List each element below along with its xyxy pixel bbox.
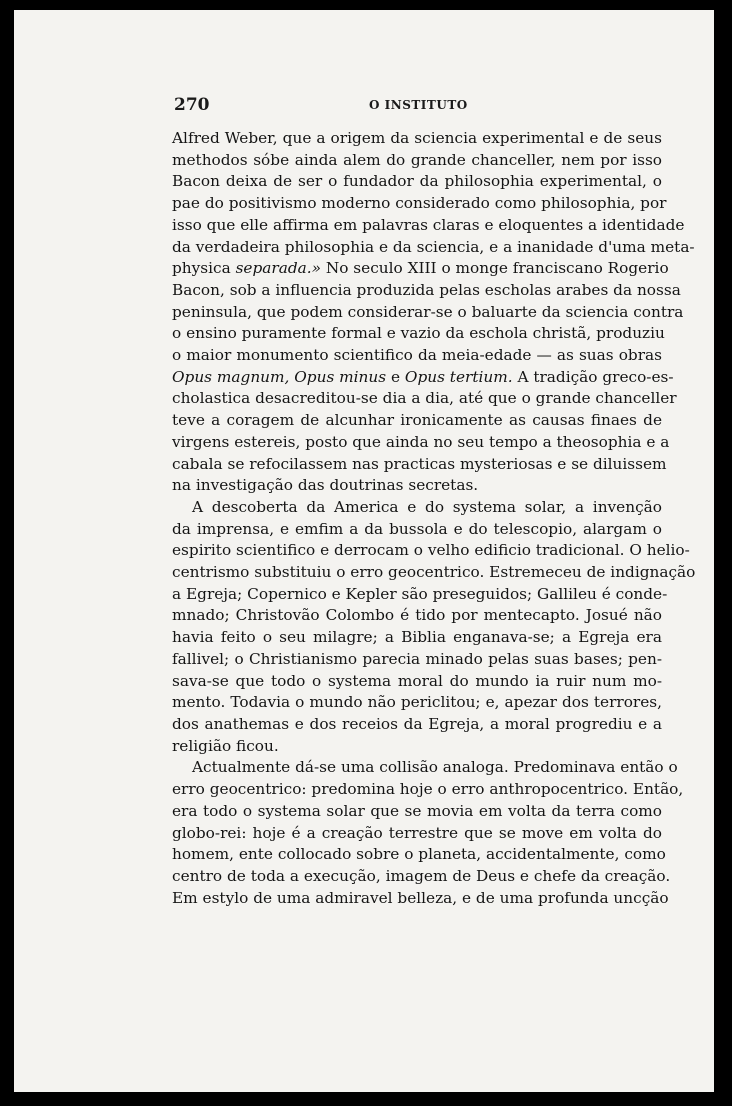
text-line: a Egreja; Copernico e Kepler são preseguidos; Gallileu é conde- — [172, 584, 668, 603]
text-line: isso que elle affirma em palavras claras e eloquentes a identidade — [172, 215, 685, 234]
text-run: physica — [172, 259, 236, 278]
text-line: da verdadeira philosophia e da sciencia, e a inanidade d'uma meta- — [172, 237, 695, 256]
text-line — [172, 258, 669, 280]
text-line: na investigação das doutrinas secretas. — [172, 476, 479, 495]
text-line: peninsula, que podem considerar-se o baluarte da sciencia contra — [172, 302, 684, 321]
text-line: erro geocentrico: predomina hoje o erro anthropocentrico. Então, — [172, 780, 684, 799]
text-line: Alfred Weber, que a origem da sciencia experimental e de seus — [172, 129, 662, 147]
page-header — [174, 95, 659, 119]
text-line: pae do positivismo moderno considerado como philosophia, por — [172, 194, 667, 213]
text-line: centrismo substituiu o erro geocentrico. Estremeceu de indignação — [172, 563, 696, 582]
text-line: A descoberta da America e do systema solar, a invenção — [192, 497, 662, 516]
text-line: Actualmente dá-se uma collisão analoga. Predominava então o — [192, 758, 678, 777]
text-line — [172, 367, 674, 389]
running-head: O INSTITUTO — [369, 98, 468, 112]
text-line: o maior monumento scientifico da meia-edade — as suas obras — [172, 346, 662, 365]
text-run: No seculo XIII o monge franciscano Rogerio — [320, 259, 669, 278]
text-line: mento. Todavia o mundo não periclitou; e, apezar dos terrores, — [172, 693, 662, 712]
text-line: globo-rei: hoje é a creação terrestre que se move em volta do — [172, 823, 662, 842]
text-line: sava-se que todo o systema moral do mundo ia ruir num mo- — [172, 671, 662, 690]
text-line: Bacon, sob a influencia produzida pelas escholas arabes da nossa — [172, 280, 681, 299]
text-line: virgens estereis, posto que ainda no seu tempo a theosophia e a — [172, 432, 670, 451]
text-line: teve a coragem de alcunhar ironicamente as causas finaes de — [172, 411, 662, 430]
text-line: mnado; Christovão Colombo é tido por mentecapto. Josué não — [172, 606, 662, 625]
page-number: 270 — [174, 95, 210, 115]
text-line: dos anathemas e dos receios da Egreja, a moral progrediu e a — [172, 714, 662, 733]
text-line: Em estylo de uma admiravel belleza, e de uma profunda uncção — [172, 888, 669, 907]
text-line: era todo o systema solar que se movia em volta da terra como — [172, 801, 662, 820]
body-text — [172, 128, 696, 909]
text-line: Bacon deixa de ser o fundador da philosophia experimental, o — [172, 172, 662, 191]
text-line: da imprensa, e emfim a da bussola e do telescopio, alargam o — [172, 519, 662, 538]
text-run: e — [386, 367, 405, 386]
scan-border-right — [714, 0, 732, 1106]
text-line: centro de toda a execução, imagem de Deus e chefe da creação. — [172, 866, 671, 885]
text-line: espirito scientifico e derrocam o velho edificio tradicional. O helio- — [172, 541, 690, 560]
paragraph-1 — [172, 128, 695, 497]
text-line: cabala se refocilassem nas practicas mysteriosas e se diluissem — [172, 454, 667, 473]
text-line: havia feito o seu milagre; a Biblia enganava-se; a Egreja era — [172, 628, 662, 647]
text-line: homem, ente collocado sobre o planeta, accidentalmente, como — [172, 845, 666, 864]
text-line: o ensino puramente formal e vazio da eschola christã, produziu — [172, 324, 665, 343]
paragraph-3 — [172, 757, 684, 909]
scan-border-bottom — [0, 1092, 732, 1106]
text-run: A tradição greco-es- — [512, 367, 674, 386]
paragraph-2 — [172, 497, 696, 757]
text-line: cholastica desacreditou-se dia a dia, até que o grande chanceller — [172, 389, 677, 408]
emphasis-separada: separada.» — [235, 259, 321, 278]
text-line: methodos sóbe ainda alem do grande chanceller, nem por isso — [172, 150, 662, 169]
emphasis-opus-magnum: Opus magnum, — [172, 367, 290, 386]
emphasis-opus-tertium: Opus tertium. — [404, 367, 513, 386]
text-line: religião ficou. — [172, 736, 279, 755]
text-line: fallivel; o Christianismo parecia minado pelas suas bases; pen- — [172, 649, 662, 668]
emphasis-opus-minus: Opus minus — [294, 367, 387, 386]
